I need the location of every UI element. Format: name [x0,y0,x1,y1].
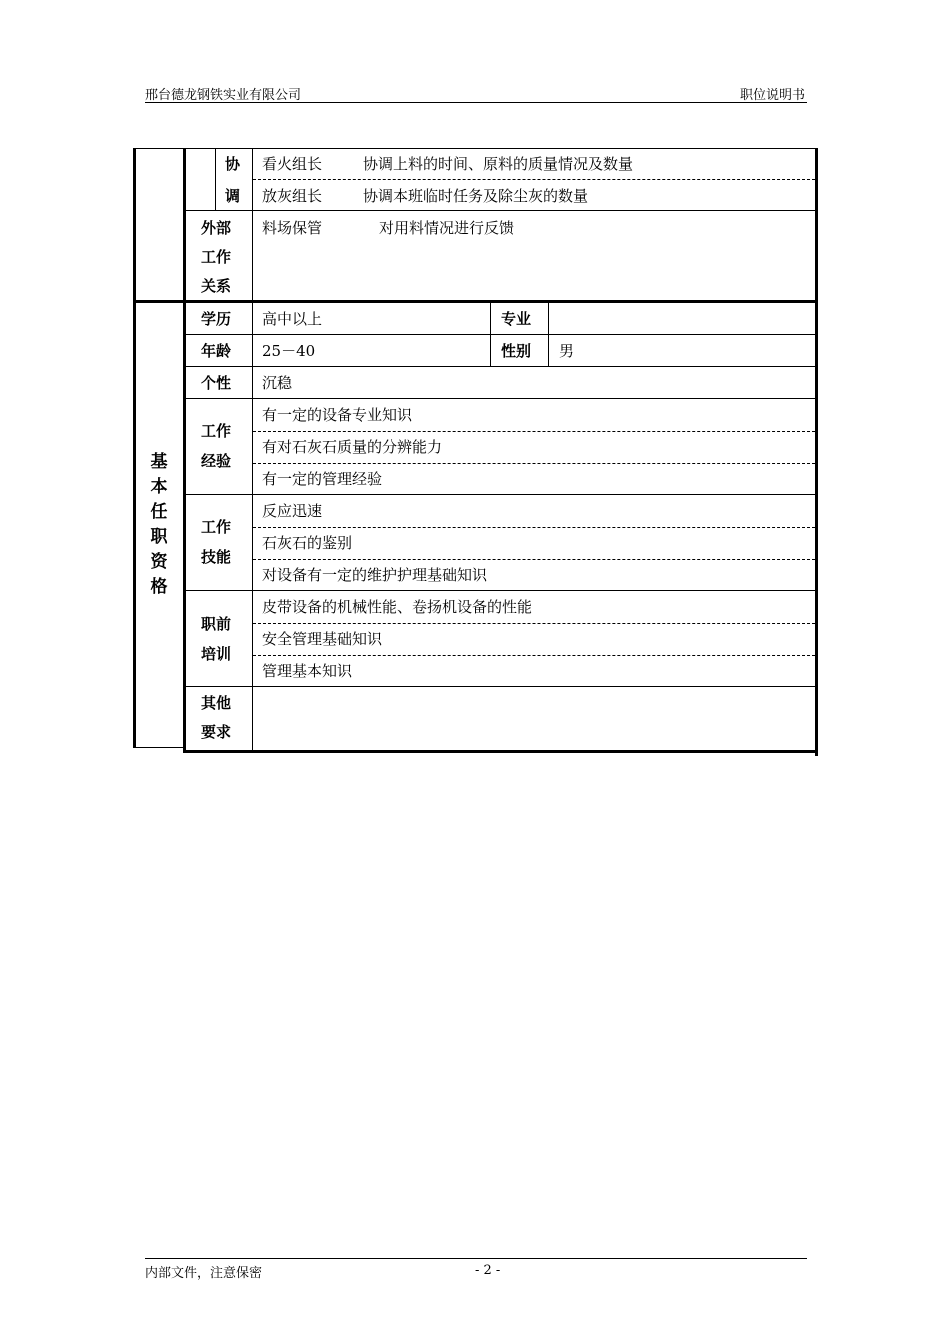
gender-value: 男 [559,342,575,360]
table-left-border [133,148,136,748]
qualification-section-label [149,450,169,600]
age-label: 年龄 [201,342,232,360]
section-bottom-border [133,747,185,748]
table-bottom-border [185,750,818,753]
coordination-role: 看火组长 [262,155,323,173]
page-number: - 2 - [475,1263,501,1278]
experience-item: 有对石灰石质量的分辨能力 [262,438,443,456]
row-line-1 [185,210,816,211]
document-type: 职位说明书 [739,88,805,103]
dashed-separator [253,623,815,624]
col-divider-a [183,148,186,301]
external-desc: 对用料情况进行反馈 [379,219,515,237]
company-name: 邢台德龙钢铁实业有限公司 [145,88,302,103]
experience-item: 有一定的管理经验 [262,470,383,488]
col-divider-c [252,148,253,753]
row-line-2 [185,334,816,335]
training-label-line: 培训 [201,645,232,663]
experience-item: 有一定的设备专业知识 [262,406,413,424]
row-line-7 [185,686,816,687]
skill-item: 反应迅速 [262,502,323,520]
personality-value: 沉稳 [262,374,293,392]
training-label-line: 职前 [201,615,232,633]
table-top-border [133,148,818,149]
training-item: 管理基本知识 [262,662,353,680]
table-right-border [815,148,818,756]
row-line-3 [185,366,816,367]
section-char: 资 [150,552,168,572]
external-label-line: 工作 [201,248,232,266]
education-value: 高中以上 [262,310,323,328]
coordination-desc: 协调上料的时间、原料的质量情况及数量 [363,155,634,173]
other-label-line: 其他 [201,694,232,712]
other-label-line: 要求 [201,723,232,741]
row-line-5 [185,494,816,495]
dashed-separator [253,431,815,432]
dashed-separator [253,559,815,560]
skill-item: 石灰石的鉴别 [262,534,353,552]
dashed-separator [253,463,815,464]
row-line-4 [185,398,816,399]
coordination-role: 放灰组长 [262,187,323,205]
coordination-label-1: 协 [225,155,241,173]
row-line-6 [185,590,816,591]
confidential-notice: 内部文件，注意保密 [145,1266,263,1281]
section-char: 职 [150,527,168,547]
dashed-separator [253,527,815,528]
experience-label-line: 经验 [201,452,232,470]
experience-label-line: 工作 [201,422,232,440]
dashed-separator [253,655,815,656]
section-char: 任 [150,502,168,522]
skills-label-line: 工作 [201,518,232,536]
education-label: 学历 [201,310,232,328]
skills-label-line: 技能 [201,548,232,566]
page-footer [145,1258,807,1281]
personality-label: 个性 [201,374,232,392]
section-divider [133,300,818,303]
col-divider-d [490,303,491,367]
coordination-label-2: 调 [225,187,241,205]
external-role: 料场保管 [262,219,323,237]
major-label: 专业 [501,310,532,328]
col-divider-b [215,148,216,210]
dashed-separator [253,179,815,180]
external-label-line: 外部 [201,219,232,237]
gender-label: 性别 [501,342,532,360]
page-header [145,82,807,103]
section-char: 格 [150,577,168,597]
coordination-desc: 协调本班临时任务及除尘灰的数量 [363,187,589,205]
external-label-line: 关系 [201,277,232,295]
section-char: 本 [150,477,168,497]
section-char: 基 [150,452,168,472]
age-value: 25－40 [262,342,316,360]
training-item: 皮带设备的机械性能、卷扬机设备的性能 [262,598,533,616]
training-item: 安全管理基础知识 [262,630,383,648]
skill-item: 对设备有一定的维护护理基础知识 [262,566,488,584]
col-divider-e [548,303,549,367]
